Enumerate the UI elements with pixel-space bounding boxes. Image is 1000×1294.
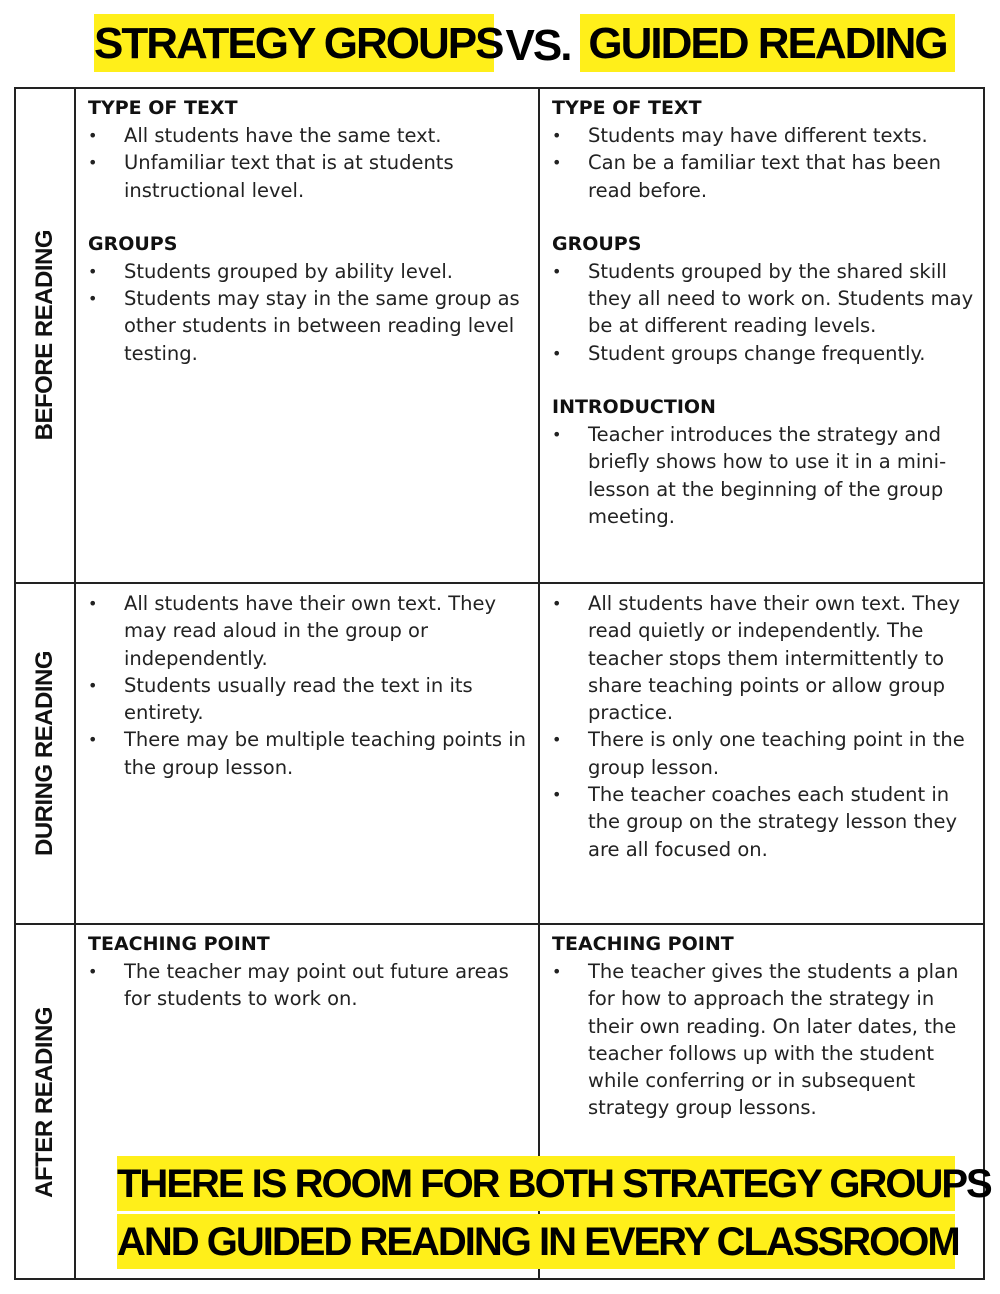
row-label-before-reading xyxy=(16,89,74,582)
comparison-table xyxy=(14,87,985,1280)
section-spacer xyxy=(552,367,975,394)
row-label-text: DURING READING xyxy=(31,650,58,856)
cell-before-guided xyxy=(540,89,985,582)
banner-line-2-text: AND GUIDED READING IN EVERY CLASSROOM xyxy=(117,1220,959,1264)
cell-during-strategy xyxy=(76,584,538,923)
bullet-item: • Students may have different texts. xyxy=(552,122,975,149)
bullet-item: • There may be multiple teaching points in the group lesson. xyxy=(88,726,528,781)
cell-after-guided xyxy=(540,925,985,1155)
row-label-after-reading xyxy=(16,925,74,1280)
bullet-item: • The teacher may point out future areas for students to work on. xyxy=(88,958,528,1013)
bullet-item: • Can be a familiar text that has been read before. xyxy=(552,149,975,204)
title-guided-reading xyxy=(580,14,955,72)
bullet-list xyxy=(88,590,528,781)
title-left-text: STRATEGY GROUPS xyxy=(94,19,503,68)
row-label-during-reading xyxy=(16,584,74,923)
title-vs-text: VS. xyxy=(505,21,571,70)
section-heading: GROUPS xyxy=(88,232,178,255)
cell-before-strategy xyxy=(76,89,538,582)
title-bar xyxy=(0,14,1000,72)
bullet-item: • Students grouped by the shared skill they all need to work on. Students may be at different reading levels. xyxy=(552,258,975,340)
bullet-list xyxy=(552,958,975,1122)
bullet-list xyxy=(552,421,975,530)
bullet-item: • All students have the same text. xyxy=(88,122,528,149)
conclusion-banner-line-1 xyxy=(117,1156,991,1211)
section-spacer xyxy=(88,204,528,231)
bullet-item: • Students may stay in the same group as other students in between reading level testing. xyxy=(88,285,528,367)
cell-during-guided xyxy=(540,584,985,923)
row-label-text: BEFORE READING xyxy=(31,230,58,441)
bullet-list xyxy=(552,258,975,367)
section-heading: TEACHING POINT xyxy=(88,933,270,955)
bullet-item: • All students have their own text. They read quietly or independently. The teacher stops them intermittently to share teaching points or allow group practice. xyxy=(552,590,975,726)
section-heading: GROUPS xyxy=(552,232,642,255)
row-label-text: AFTER READING xyxy=(31,1007,58,1198)
section-spacer xyxy=(552,204,975,231)
bullet-item: • Student groups change frequently. xyxy=(552,340,975,367)
bullet-item: • Teacher introduces the strategy and briefly shows how to use it in a mini-lesson at the beginning of the group meeting. xyxy=(552,421,975,530)
cell-after-strategy xyxy=(76,925,538,1155)
bullet-item: • Students usually read the text in its entirety. xyxy=(88,672,528,727)
bullet-list xyxy=(88,122,528,204)
bullet-list xyxy=(88,958,528,1013)
title-strategy-groups xyxy=(94,14,503,72)
conclusion-banner-line-2 xyxy=(117,1214,959,1269)
bullet-item: • Unfamiliar text that is at students instructional level. xyxy=(88,149,528,204)
bullet-item: • The teacher coaches each student in the group on the strategy lesson they are all focused on. xyxy=(552,781,975,863)
section-heading: TEACHING POINT xyxy=(552,933,734,955)
title-right-text: GUIDED READING xyxy=(588,19,947,68)
title-vs xyxy=(498,14,578,72)
banner-line-1-text: THERE IS ROOM FOR BOTH STRATEGY GROUPS xyxy=(117,1162,991,1206)
bullet-list xyxy=(88,258,528,367)
bullet-item: • All students have their own text. They may read aloud in the group or independently. xyxy=(88,590,528,672)
section-heading: TYPE OF TEXT xyxy=(552,97,702,119)
section-heading: TYPE OF TEXT xyxy=(88,97,238,119)
bullet-item: • There is only one teaching point in the group lesson. xyxy=(552,726,975,781)
section-heading: INTRODUCTION xyxy=(552,396,716,419)
bullet-item: • Students grouped by ability level. xyxy=(88,258,528,285)
bullet-list xyxy=(552,590,975,863)
bullet-list xyxy=(552,122,975,204)
bullet-item: • The teacher gives the students a plan for how to approach the strategy in their own reading. On later dates, the teacher follows up with the student while conferring or in subsequent strategy group lessons. xyxy=(552,958,975,1122)
